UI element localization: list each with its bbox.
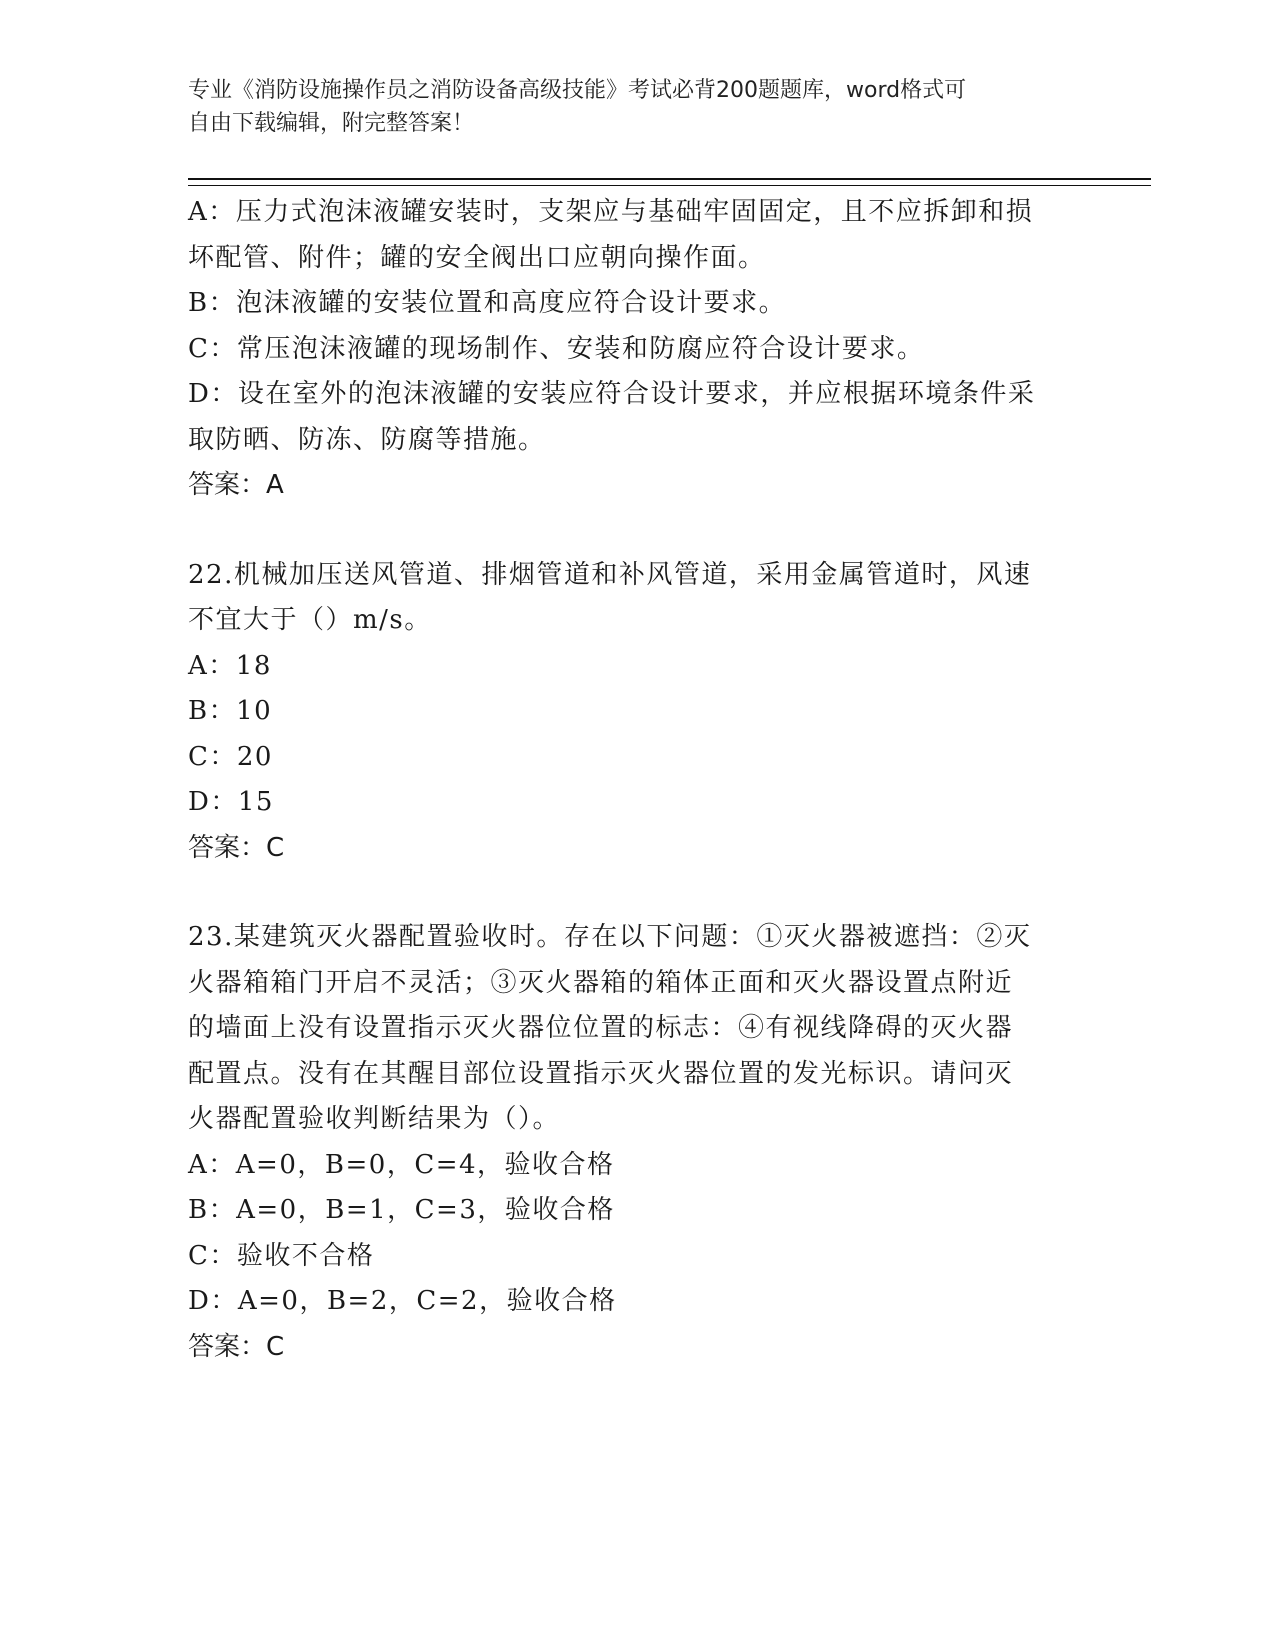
option-d: D：A=0，B=2，C=2，验收合格 xyxy=(188,1286,617,1316)
header-divider xyxy=(188,178,1151,186)
option-c: C：验收不合格 xyxy=(188,1240,375,1271)
spacer xyxy=(188,509,1088,553)
header-title-line-1: 专业《消防设施操作员之消防设备高级技能》考试必背200题题库，word格式可 xyxy=(188,78,967,103)
answer: 答案：C xyxy=(188,1331,285,1362)
option-d-line-1: D：设在室外的泡沫液罐的安装应符合设计要求，并应根据环境条件采 xyxy=(188,379,1036,409)
question-content xyxy=(188,190,1088,1370)
question-stem-line-1: 22.机械加压送风管道、排烟管道和补风管道，采用金属管道时，风速 xyxy=(188,559,1032,590)
question-stem-line-1: 23.某建筑灭火器配置验收时。存在以下问题：①灭火器被遮挡：②灭 xyxy=(188,922,1032,952)
question-21-options xyxy=(188,190,1088,509)
answer: 答案：C xyxy=(188,832,285,863)
question-stem-line-2: 不宜大于（）m/s。 xyxy=(188,605,432,635)
option-c: C：20 xyxy=(188,741,273,772)
question-stem-line-5: 火器配置验收判断结果为（）。 xyxy=(188,1104,561,1134)
answer: 答案：A xyxy=(188,470,284,500)
option-b: B：A=0，B=1，C=3，验收合格 xyxy=(188,1195,615,1225)
question-stem-line-4: 配置点。没有在其醒目部位设置指示灭火器位置的发光标识。请问灭 xyxy=(188,1058,1014,1089)
option-d-line-2: 取防晒、防冻、防腐等措施。 xyxy=(188,424,546,455)
spacer xyxy=(188,871,1088,915)
question-stem-line-2: 火器箱箱门开启不灵活；③灭火器箱的箱体正面和灭火器设置点附近 xyxy=(188,967,1014,998)
question-23 xyxy=(188,915,1088,1370)
option-a-line-2: 坏配管、附件；罐的安全阀出口应朝向操作面。 xyxy=(188,242,766,273)
option-a: A：18 xyxy=(188,650,272,681)
option-b: B：泡沫液罐的安装位置和高度应符合设计要求。 xyxy=(188,288,787,318)
header-title-line-2: 自由下载编辑，附完整答案！ xyxy=(188,111,475,136)
option-c: C：常压泡沫液罐的现场制作、安装和防腐应符合设计要求。 xyxy=(188,333,925,364)
question-22 xyxy=(188,553,1088,872)
option-b: B：10 xyxy=(188,696,273,726)
option-a: A：A=0，B=0，C=4，验收合格 xyxy=(188,1149,615,1180)
document-header xyxy=(188,74,1068,140)
option-d: D：15 xyxy=(188,787,274,817)
question-stem-line-3: 的墙面上没有设置指示灭火器位位置的标志：④有视线降碍的灭火器 xyxy=(188,1013,1014,1043)
option-a-line-1: A：压力式泡沫液罐安装时，支架应与基础牢固固定，且不应拆卸和损 xyxy=(188,197,1034,227)
